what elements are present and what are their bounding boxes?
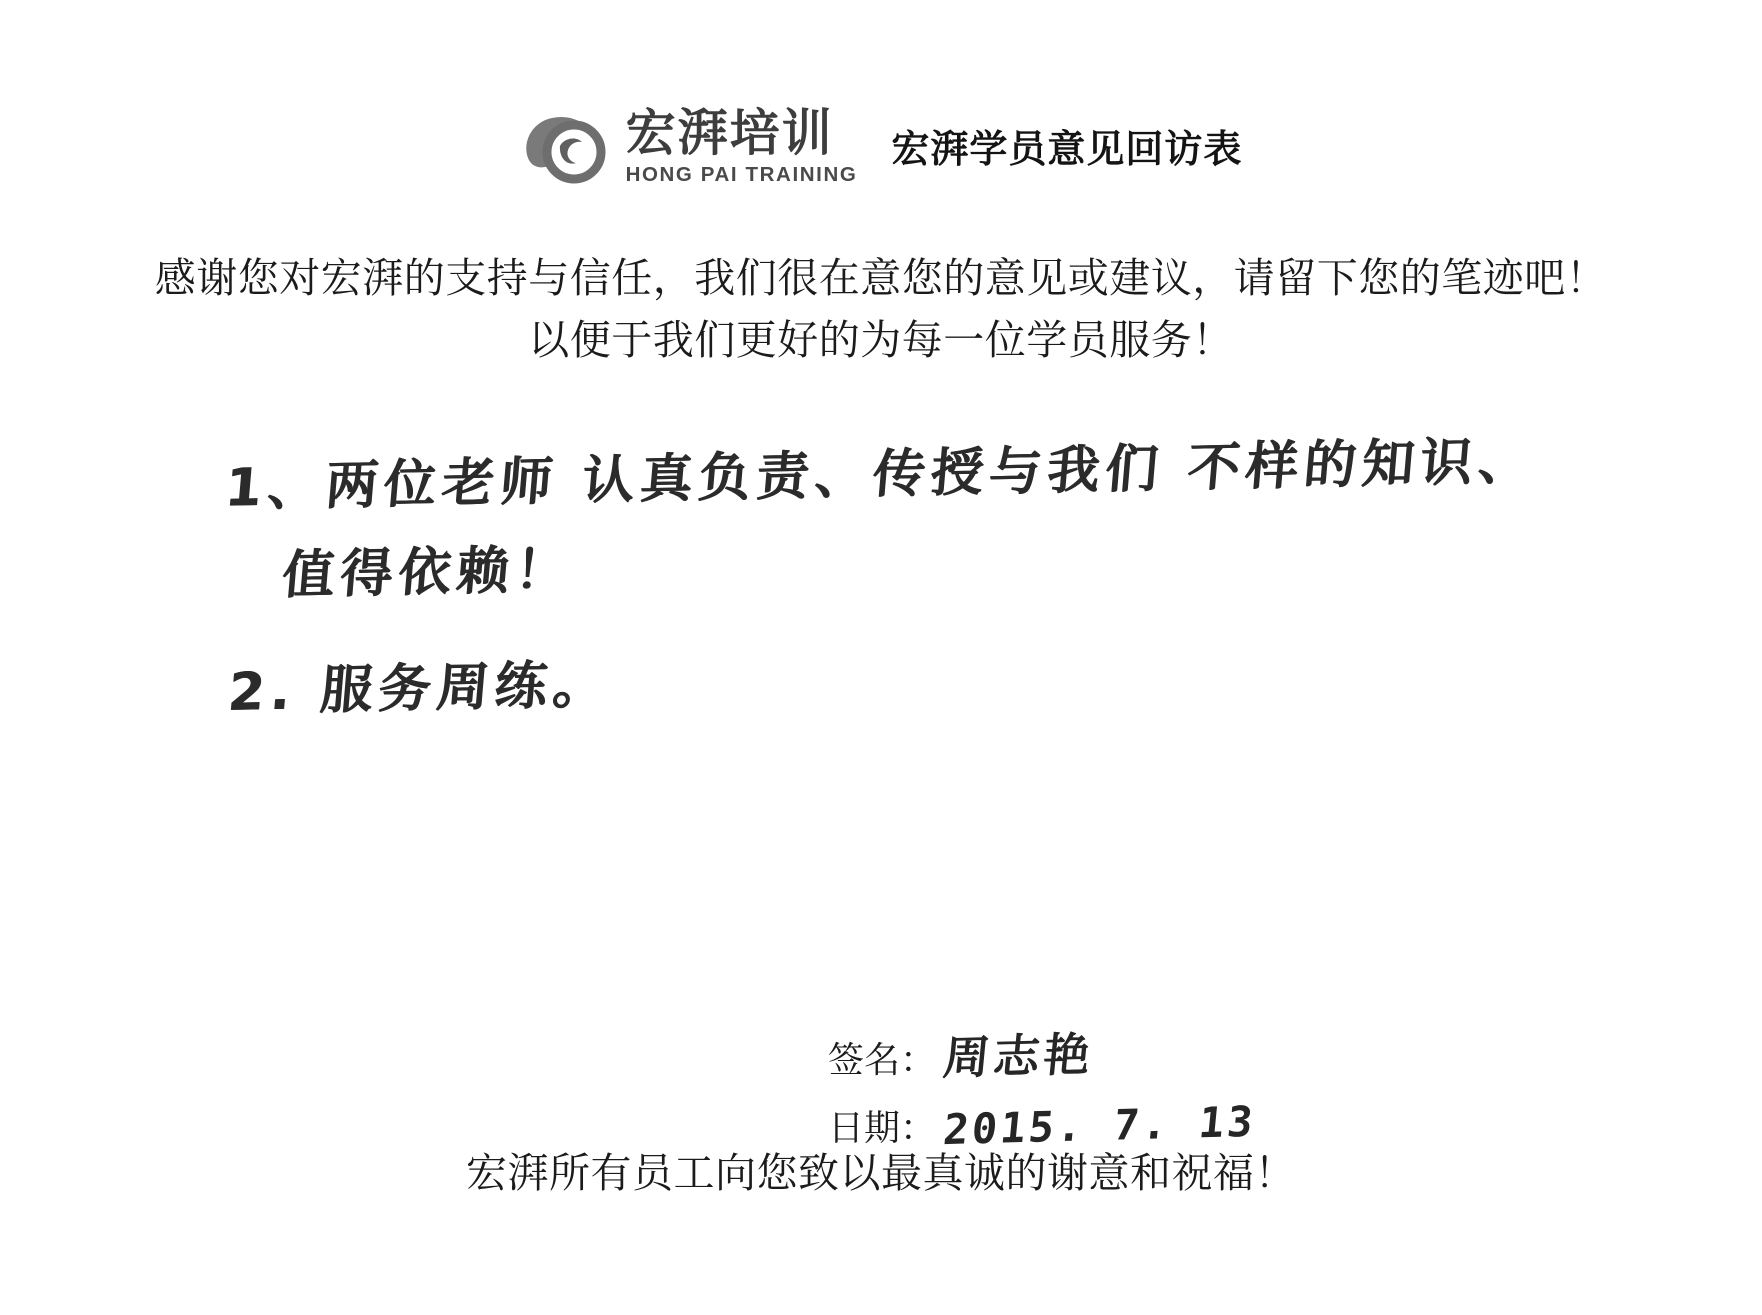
document-header: [0, 105, 1762, 187]
brand-wordmark: [625, 105, 858, 187]
handwritten-line-3: 2. 服务周练。: [225, 655, 614, 723]
date-label: 日期：: [828, 1108, 937, 1148]
signature-name-row: [828, 1020, 1348, 1086]
handwritten-line-2: 值得依赖！: [279, 539, 576, 607]
date-value: 2015. 7. 13: [941, 1096, 1258, 1155]
brand-logo: [520, 105, 858, 187]
intro-paragraph: 感谢您对宏湃的支持与信任，我们很在意您的意见或建议，请留下您的笔迹吧！以便于我们更好的为每一位学员服务！: [154, 255, 1608, 363]
brand-name-cn: 宏湃培训: [625, 105, 834, 162]
brand-name-en: HONG PAI TRAINING: [625, 163, 858, 187]
signature-label: 签名：: [828, 1040, 937, 1080]
handwritten-feedback: [215, 418, 1615, 748]
page-title: 宏湃学员意见回访表: [891, 128, 1243, 171]
signature-value: 周志艳: [940, 1027, 1097, 1085]
handwritten-line-1: 1、两位老师 认真负责、传授与我们 不样的知识、: [222, 431, 1539, 519]
footer-message: 宏湃所有员工向您致以最真诚的谢意和祝福！: [466, 1150, 1296, 1196]
hongpai-wave-circle-logo-icon: [520, 108, 616, 186]
